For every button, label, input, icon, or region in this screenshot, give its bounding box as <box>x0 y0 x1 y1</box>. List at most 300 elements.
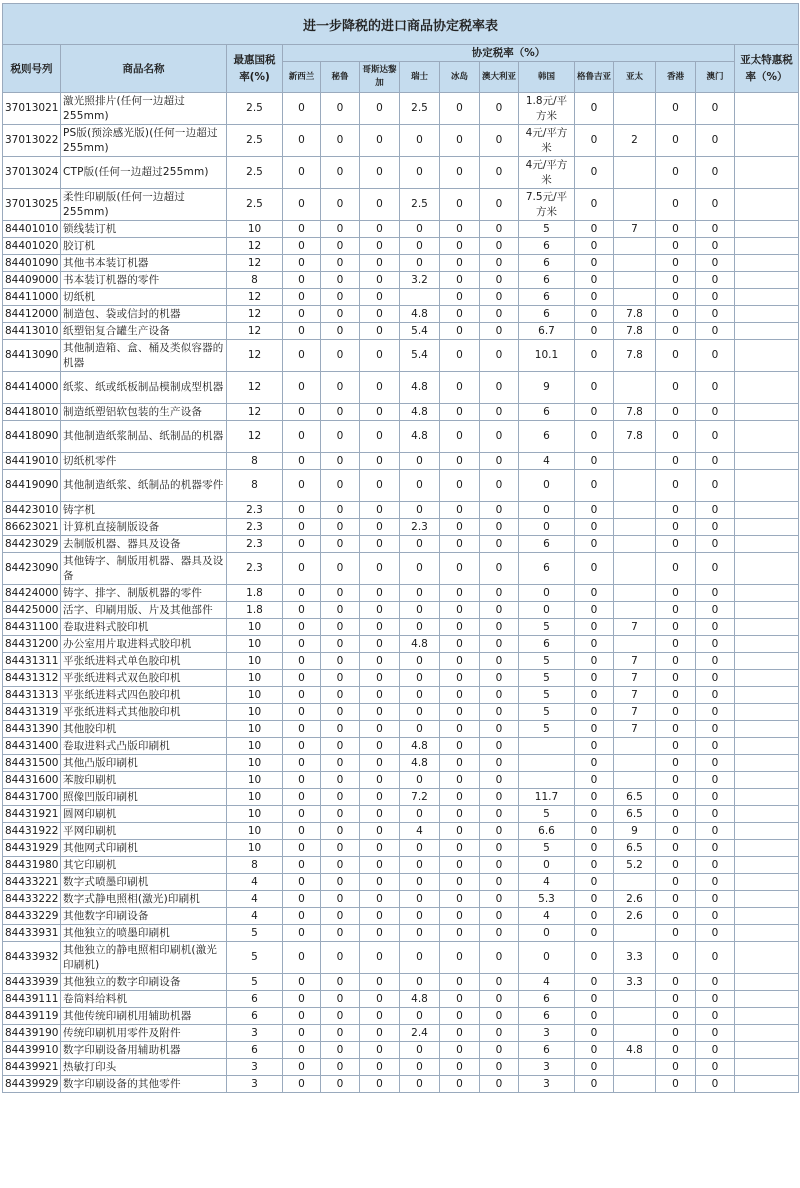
cell-rate: 0 <box>360 157 400 189</box>
cell-mfn: 12 <box>227 323 283 340</box>
cell-code: 84439119 <box>3 1008 61 1025</box>
cell-rate: 0 <box>480 306 519 323</box>
cell-mfn: 2.3 <box>227 553 283 585</box>
cell-rate: 0 <box>400 974 440 991</box>
cell-rate: 0 <box>360 306 400 323</box>
cell-mfn: 10 <box>227 789 283 806</box>
cell-apta <box>735 925 799 942</box>
cell-rate <box>614 925 656 942</box>
cell-rate: 10.1 <box>519 340 575 372</box>
cell-mfn: 10 <box>227 721 283 738</box>
cell-rate: 0 <box>321 789 360 806</box>
cell-name: 其它印刷机 <box>61 857 227 874</box>
cell-rate: 0 <box>696 502 735 519</box>
cell-rate: 0 <box>400 585 440 602</box>
cell-rate: 0 <box>519 857 575 874</box>
cell-apta <box>735 1008 799 1025</box>
cell-mfn: 10 <box>227 636 283 653</box>
cell-rate: 0 <box>321 857 360 874</box>
cell-apta <box>735 1025 799 1042</box>
cell-rate: 0 <box>360 653 400 670</box>
cell-apta <box>735 255 799 272</box>
table-row <box>3 653 799 670</box>
cell-rate: 0 <box>575 991 614 1008</box>
cell-rate: 0 <box>575 653 614 670</box>
cell-code: 84433222 <box>3 891 61 908</box>
cell-mfn: 6 <box>227 1042 283 1059</box>
cell-rate: 0 <box>360 470 400 502</box>
cell-rate: 0 <box>480 806 519 823</box>
cell-rate: 0 <box>656 908 696 925</box>
cell-apta <box>735 991 799 1008</box>
cell-apta <box>735 340 799 372</box>
header-country: 瑞士 <box>400 62 440 93</box>
cell-code: 84414000 <box>3 372 61 404</box>
cell-rate: 6 <box>519 553 575 585</box>
cell-name: 其他凸版印刷机 <box>61 755 227 772</box>
cell-code: 84425000 <box>3 602 61 619</box>
cell-rate: 9 <box>519 372 575 404</box>
cell-rate: 5.4 <box>400 340 440 372</box>
cell-rate: 0 <box>400 255 440 272</box>
table-row <box>3 991 799 1008</box>
cell-rate: 0 <box>321 1059 360 1076</box>
cell-rate: 0 <box>575 636 614 653</box>
cell-rate: 6 <box>519 536 575 553</box>
cell-rate: 0 <box>321 536 360 553</box>
cell-rate: 0 <box>480 453 519 470</box>
cell-rate: 0 <box>696 289 735 306</box>
cell-code: 84431313 <box>3 687 61 704</box>
cell-rate: 0 <box>696 840 735 857</box>
cell-rate: 0 <box>440 974 480 991</box>
cell-rate: 0 <box>656 1076 696 1093</box>
cell-rate: 0 <box>321 421 360 453</box>
cell-rate: 4.8 <box>400 404 440 421</box>
cell-rate: 0 <box>321 125 360 157</box>
cell-name: 其他独立的数字印刷设备 <box>61 974 227 991</box>
cell-rate: 0 <box>480 421 519 453</box>
cell-rate: 0 <box>321 772 360 789</box>
cell-rate: 0 <box>283 721 321 738</box>
cell-apta <box>735 519 799 536</box>
cell-rate: 0 <box>400 221 440 238</box>
cell-rate: 0 <box>656 272 696 289</box>
cell-rate: 0 <box>283 502 321 519</box>
cell-apta <box>735 289 799 306</box>
cell-code: 84431400 <box>3 738 61 755</box>
cell-name: 制造包、袋或信封的机器 <box>61 306 227 323</box>
cell-rate: 0 <box>283 704 321 721</box>
cell-apta <box>735 653 799 670</box>
cell-apta <box>735 636 799 653</box>
cell-rate: 0 <box>360 1042 400 1059</box>
cell-name: 照像凹版印刷机 <box>61 789 227 806</box>
cell-rate: 0 <box>480 404 519 421</box>
cell-rate: 0 <box>696 93 735 125</box>
cell-rate: 0 <box>360 755 400 772</box>
cell-name: 数字印刷设备用辅助机器 <box>61 1042 227 1059</box>
cell-rate: 0 <box>321 806 360 823</box>
cell-rate: 0 <box>360 125 400 157</box>
table-row <box>3 255 799 272</box>
cell-rate: 0 <box>480 874 519 891</box>
cell-code: 84431311 <box>3 653 61 670</box>
cell-code: 84401010 <box>3 221 61 238</box>
cell-rate: 0 <box>575 323 614 340</box>
cell-rate: 0 <box>440 221 480 238</box>
cell-rate: 0 <box>283 289 321 306</box>
table-row <box>3 823 799 840</box>
cell-rate: 0 <box>480 704 519 721</box>
cell-rate: 0 <box>283 536 321 553</box>
cell-rate <box>614 238 656 255</box>
table-row <box>3 238 799 255</box>
cell-rate <box>400 289 440 306</box>
cell-rate: 2.6 <box>614 908 656 925</box>
cell-rate: 2.5 <box>400 93 440 125</box>
cell-mfn: 1.8 <box>227 602 283 619</box>
table-row <box>3 857 799 874</box>
cell-rate: 0 <box>480 470 519 502</box>
cell-rate: 0 <box>480 1042 519 1059</box>
cell-rate: 0 <box>696 189 735 221</box>
cell-apta <box>735 272 799 289</box>
cell-apta <box>735 585 799 602</box>
cell-rate: 0 <box>283 470 321 502</box>
cell-rate: 0 <box>400 1042 440 1059</box>
table-row <box>3 189 799 221</box>
cell-rate: 0 <box>575 874 614 891</box>
cell-name: 其他传统印刷机用辅助机器 <box>61 1008 227 1025</box>
cell-mfn: 10 <box>227 221 283 238</box>
cell-rate: 0 <box>440 755 480 772</box>
cell-rate: 0 <box>283 221 321 238</box>
cell-mfn: 2.5 <box>227 125 283 157</box>
cell-rate: 0 <box>283 189 321 221</box>
cell-rate: 0 <box>696 772 735 789</box>
cell-rate: 0 <box>283 125 321 157</box>
cell-rate: 0 <box>656 721 696 738</box>
table-row <box>3 636 799 653</box>
cell-rate: 0 <box>480 1076 519 1093</box>
cell-rate: 0 <box>400 470 440 502</box>
cell-apta <box>735 421 799 453</box>
cell-apta <box>735 823 799 840</box>
cell-rate: 0 <box>360 404 400 421</box>
cell-rate: 0 <box>360 553 400 585</box>
cell-name: PS版(预涂感光版)(任何一边超过255mm) <box>61 125 227 157</box>
cell-rate: 0 <box>321 189 360 221</box>
cell-rate: 0 <box>283 840 321 857</box>
cell-rate: 0 <box>656 704 696 721</box>
cell-rate: 0 <box>480 125 519 157</box>
cell-rate: 0 <box>480 721 519 738</box>
cell-rate: 0 <box>360 323 400 340</box>
cell-rate: 0 <box>283 653 321 670</box>
cell-rate: 0 <box>656 125 696 157</box>
cell-rate: 0 <box>283 738 321 755</box>
cell-rate: 0 <box>480 372 519 404</box>
cell-rate: 0 <box>656 991 696 1008</box>
cell-apta <box>735 619 799 636</box>
cell-rate: 0 <box>656 1059 696 1076</box>
cell-mfn: 8 <box>227 470 283 502</box>
cell-mfn: 2.5 <box>227 157 283 189</box>
cell-name: 平网印刷机 <box>61 823 227 840</box>
cell-mfn: 12 <box>227 372 283 404</box>
cell-rate: 0 <box>400 619 440 636</box>
cell-rate: 0 <box>440 238 480 255</box>
cell-rate: 0 <box>575 306 614 323</box>
cell-rate: 0 <box>360 738 400 755</box>
cell-rate: 0 <box>696 823 735 840</box>
cell-rate: 0 <box>696 157 735 189</box>
cell-rate: 0 <box>400 453 440 470</box>
cell-rate: 0 <box>696 340 735 372</box>
cell-rate: 0 <box>575 823 614 840</box>
cell-rate: 0 <box>283 1008 321 1025</box>
cell-name: 制造纸塑铝软包装的生产设备 <box>61 404 227 421</box>
cell-rate: 0 <box>696 857 735 874</box>
table-row <box>3 125 799 157</box>
cell-code: 84418010 <box>3 404 61 421</box>
cell-apta <box>735 721 799 738</box>
table-row <box>3 470 799 502</box>
cell-rate: 0 <box>360 255 400 272</box>
cell-rate <box>614 1025 656 1042</box>
cell-rate: 4.8 <box>400 306 440 323</box>
cell-rate: 0 <box>480 636 519 653</box>
cell-rate: 0 <box>656 942 696 974</box>
cell-name: 卷筒料给料机 <box>61 991 227 1008</box>
cell-rate: 11.7 <box>519 789 575 806</box>
cell-mfn: 5 <box>227 942 283 974</box>
cell-rate: 0 <box>400 857 440 874</box>
cell-rate: 0 <box>480 323 519 340</box>
cell-rate: 0 <box>440 289 480 306</box>
cell-rate: 0 <box>283 519 321 536</box>
cell-rate: 0 <box>696 306 735 323</box>
cell-rate: 0 <box>656 470 696 502</box>
cell-rate: 0 <box>360 636 400 653</box>
cell-rate: 0 <box>321 619 360 636</box>
cell-rate: 0 <box>400 687 440 704</box>
cell-code: 84413090 <box>3 340 61 372</box>
cell-rate: 7 <box>614 687 656 704</box>
cell-rate: 0 <box>696 806 735 823</box>
cell-rate: 5 <box>519 687 575 704</box>
cell-name: 苯胺印刷机 <box>61 772 227 789</box>
cell-rate: 3.3 <box>614 942 656 974</box>
cell-code: 84424000 <box>3 585 61 602</box>
cell-code: 84411000 <box>3 289 61 306</box>
cell-rate <box>614 991 656 1008</box>
cell-rate: 0 <box>360 1076 400 1093</box>
cell-rate: 7 <box>614 704 656 721</box>
cell-rate <box>614 453 656 470</box>
cell-rate: 0 <box>400 704 440 721</box>
cell-rate: 0 <box>656 404 696 421</box>
cell-rate: 0 <box>480 619 519 636</box>
cell-rate: 0 <box>575 1076 614 1093</box>
cell-rate: 0 <box>656 925 696 942</box>
cell-rate: 0 <box>440 1025 480 1042</box>
cell-code: 84401090 <box>3 255 61 272</box>
cell-rate: 0 <box>283 93 321 125</box>
cell-rate <box>614 502 656 519</box>
cell-rate: 0 <box>575 255 614 272</box>
cell-rate: 0 <box>321 519 360 536</box>
cell-code: 84433229 <box>3 908 61 925</box>
cell-rate: 7 <box>614 670 656 687</box>
cell-rate: 4.8 <box>400 738 440 755</box>
cell-mfn: 10 <box>227 772 283 789</box>
cell-rate: 6 <box>519 404 575 421</box>
cell-code: 84431500 <box>3 755 61 772</box>
cell-rate: 0 <box>656 789 696 806</box>
cell-rate: 0 <box>321 653 360 670</box>
cell-rate: 0 <box>321 306 360 323</box>
cell-rate: 0 <box>360 502 400 519</box>
cell-code: 84431100 <box>3 619 61 636</box>
cell-rate: 0 <box>575 789 614 806</box>
cell-rate: 0 <box>696 789 735 806</box>
cell-rate: 0 <box>575 687 614 704</box>
cell-mfn: 10 <box>227 823 283 840</box>
cell-rate: 0 <box>440 519 480 536</box>
cell-rate: 7.8 <box>614 323 656 340</box>
cell-rate: 0 <box>696 738 735 755</box>
cell-rate: 0 <box>283 857 321 874</box>
cell-rate: 0 <box>480 891 519 908</box>
cell-rate: 0 <box>400 721 440 738</box>
header-country: 澳大利亚 <box>480 62 519 93</box>
cell-apta <box>735 670 799 687</box>
cell-rate: 0 <box>440 806 480 823</box>
cell-rate: 0 <box>656 585 696 602</box>
cell-rate: 0 <box>575 289 614 306</box>
cell-rate: 5.4 <box>400 323 440 340</box>
cell-rate: 0 <box>400 1008 440 1025</box>
cell-rate: 5 <box>519 704 575 721</box>
header-agreement: 协定税率（%） <box>283 45 735 62</box>
table-row <box>3 453 799 470</box>
cell-rate: 0 <box>656 255 696 272</box>
cell-rate: 0 <box>575 372 614 404</box>
cell-rate <box>614 93 656 125</box>
table-row <box>3 553 799 585</box>
cell-rate: 0 <box>321 1008 360 1025</box>
cell-rate: 4 <box>400 823 440 840</box>
cell-code: 84431319 <box>3 704 61 721</box>
cell-rate: 0 <box>575 553 614 585</box>
cell-rate: 0 <box>440 602 480 619</box>
cell-rate: 3.3 <box>614 974 656 991</box>
cell-rate: 6.5 <box>614 806 656 823</box>
cell-rate: 0 <box>283 340 321 372</box>
cell-apta <box>735 687 799 704</box>
cell-rate <box>614 602 656 619</box>
cell-rate: 0 <box>321 553 360 585</box>
cell-rate: 0 <box>480 238 519 255</box>
cell-rate: 0 <box>575 857 614 874</box>
cell-rate: 0 <box>400 238 440 255</box>
cell-rate: 0 <box>656 536 696 553</box>
cell-rate: 6 <box>519 1008 575 1025</box>
cell-rate: 0 <box>440 670 480 687</box>
cell-rate: 0 <box>400 157 440 189</box>
cell-rate: 0 <box>321 840 360 857</box>
cell-rate: 0 <box>400 806 440 823</box>
cell-rate: 0 <box>480 1025 519 1042</box>
cell-rate: 0 <box>440 721 480 738</box>
cell-rate: 0 <box>440 925 480 942</box>
cell-rate: 0 <box>440 772 480 789</box>
cell-rate: 0 <box>575 272 614 289</box>
cell-code: 84431600 <box>3 772 61 789</box>
cell-rate: 0 <box>321 636 360 653</box>
cell-rate: 0 <box>656 421 696 453</box>
cell-rate: 2.3 <box>400 519 440 536</box>
cell-rate: 0 <box>480 255 519 272</box>
cell-rate: 0 <box>696 1076 735 1093</box>
cell-rate: 7 <box>614 619 656 636</box>
cell-rate: 3.2 <box>400 272 440 289</box>
table-row <box>3 602 799 619</box>
cell-rate: 0 <box>321 272 360 289</box>
cell-name: 其他铸字、制版用机器、器具及设备 <box>61 553 227 585</box>
cell-rate: 0 <box>360 840 400 857</box>
cell-rate: 4 <box>519 974 575 991</box>
table-row <box>3 502 799 519</box>
table-row <box>3 93 799 125</box>
table-row <box>3 806 799 823</box>
cell-rate: 0 <box>575 125 614 157</box>
cell-rate: 0 <box>575 755 614 772</box>
cell-rate: 0 <box>696 991 735 1008</box>
table-row <box>3 772 799 789</box>
cell-rate: 0 <box>321 289 360 306</box>
cell-apta <box>735 738 799 755</box>
cell-rate <box>614 553 656 585</box>
cell-rate: 0 <box>575 1008 614 1025</box>
cell-rate: 0 <box>575 704 614 721</box>
cell-mfn: 10 <box>227 806 283 823</box>
cell-rate: 0 <box>283 272 321 289</box>
cell-rate: 0 <box>321 323 360 340</box>
cell-rate: 0 <box>696 453 735 470</box>
cell-rate: 0 <box>360 1059 400 1076</box>
cell-apta <box>735 306 799 323</box>
cell-rate: 0 <box>480 585 519 602</box>
cell-name: 平张纸进料式双色胶印机 <box>61 670 227 687</box>
cell-rate: 0 <box>696 470 735 502</box>
cell-rate: 0 <box>696 721 735 738</box>
cell-code: 84439910 <box>3 1042 61 1059</box>
cell-rate: 4 <box>519 874 575 891</box>
header-country: 香港 <box>656 62 696 93</box>
cell-apta <box>735 536 799 553</box>
cell-rate: 0 <box>656 636 696 653</box>
cell-rate: 0 <box>656 221 696 238</box>
cell-rate <box>519 772 575 789</box>
cell-rate: 0 <box>283 421 321 453</box>
cell-rate: 0 <box>440 991 480 1008</box>
cell-rate: 4.8 <box>400 421 440 453</box>
cell-rate <box>614 755 656 772</box>
cell-rate: 6 <box>519 306 575 323</box>
